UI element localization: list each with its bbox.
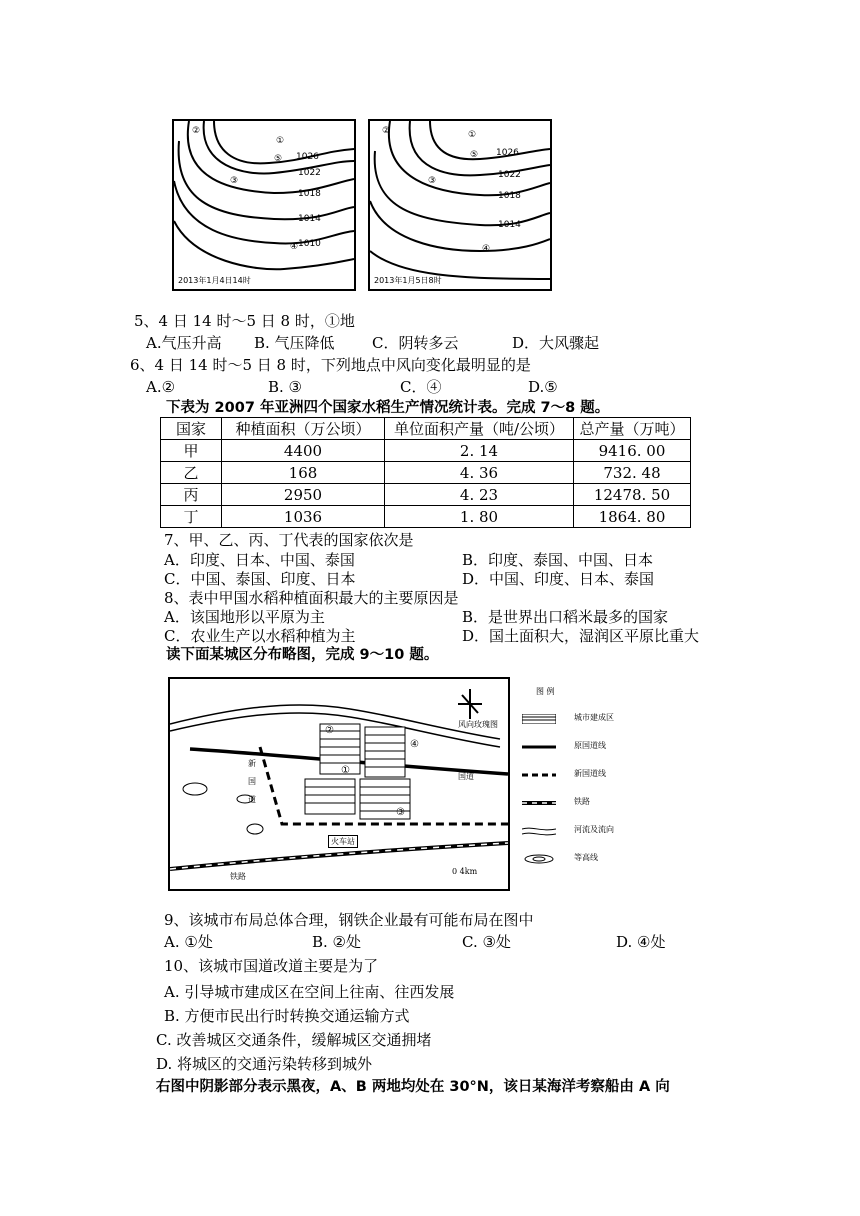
scale-label: 0 4km [452,867,478,876]
q6-option-d: D.⑤ [528,378,558,396]
city-map-legend [522,682,672,882]
q7-option-a: A．印度、日本、中国、泰国 [164,551,355,569]
svg-text:⑤: ⑤ [274,154,283,164]
city-map [168,677,510,891]
new-road-label: 新国道 [248,759,256,804]
intro-q7-8: 下表为 2007 年亚洲四个国家水稻生产情况统计表。完成 7～8 题。 [166,400,610,416]
table-cell: 9416. 00 [574,440,691,462]
q9-stem: 9、该城市布局总体合理，钢铁企业最有可能布局在图中 [164,911,534,929]
q7-option-d: D．中国、印度、日本、泰国 [462,570,655,588]
svg-text:1022: 1022 [498,170,521,180]
table-row [161,484,691,506]
intro-q11: 右图中阴影部分表示黑夜，A、B 两地均处在 30°N，该日某海洋考察船由 A 向 [156,1079,670,1095]
q6-option-a: A.② [146,378,176,396]
table-row [161,440,691,462]
svg-text:1026: 1026 [496,148,519,158]
zone-3: ③ [396,807,405,818]
q6-option-c: C．④ [400,378,442,396]
table-cell: 1036 [222,506,385,528]
legend-item-river: 河流及流向 [522,824,672,838]
legend-item-rail: 铁路 [574,797,590,806]
table-header-row [161,418,691,440]
legend-item-new-road: 新国道线 [574,769,606,778]
table-cell: 4. 23 [385,484,574,506]
table-cell: 2950 [222,484,385,506]
city-map-drawing [170,679,508,889]
q10-option-c: C. 改善城区交通条件，缓解城区交通拥堵 [156,1031,432,1049]
rail-label: 铁路 [230,872,246,881]
isobar-map-2-caption: 2013年1月5日8时 [374,276,442,285]
svg-text:④: ④ [290,242,299,252]
q9-option-a: A. ①处 [164,933,213,951]
svg-text:④: ④ [482,244,491,254]
svg-text:1022: 1022 [298,168,321,178]
q5-stem: 5、4 日 14 时～5 日 8 时，①地 [134,312,355,330]
svg-text:②: ② [382,126,391,136]
svg-text:1018: 1018 [298,189,321,199]
legend-item-old-road: 原国道线 [574,741,606,750]
q10-option-a: A. 引导城市建成区在空间上往南、往西发展 [164,983,455,1001]
station-label: 火车站 [328,835,358,848]
table-cell: 1. 80 [385,506,574,528]
svg-text:②: ② [192,126,201,136]
zone-2: ② [325,725,334,736]
q5-option-c: C．阴转多云 [372,334,459,352]
svg-text:③: ③ [230,176,239,186]
table-cell: 丙 [161,484,222,506]
q10-option-b: B. 方便市民出行时转换交通运输方式 [164,1007,410,1025]
table-cell: 732. 48 [574,462,691,484]
isobar-map-2 [368,119,552,291]
q9-option-b: B. ②处 [312,933,362,951]
table-cell: 168 [222,462,385,484]
table-cell: 4. 36 [385,462,574,484]
table-cell: 甲 [161,440,222,462]
table-header: 总产量（万吨） [574,418,691,440]
road-label: 国道 [458,772,474,781]
svg-text:1026: 1026 [296,152,319,162]
zone-4: ④ [410,739,419,750]
table-cell: 12478. 50 [574,484,691,506]
isobar-map-1-drawing [174,121,354,289]
q9-option-c: C. ③处 [462,933,511,951]
q5-option-d: D．大风骤起 [512,334,600,352]
q7-stem: 7、甲、乙、丙、丁代表的国家依次是 [164,531,414,549]
isobar-map-1 [172,119,356,291]
table-cell: 2. 14 [385,440,574,462]
legend-title: 图 例 [536,687,555,696]
svg-text:1010: 1010 [298,239,321,249]
svg-text:⑤: ⑤ [470,150,479,160]
svg-text:①: ① [468,130,477,140]
legend-item-contour: 等高线 [522,852,672,866]
wind-rose-label: 风向玫瑰图 [458,720,498,729]
rice-table [160,417,691,528]
q8-option-d: D．国土面积大，湿润区平原比重大 [462,627,700,645]
q9-option-d: D. ④处 [616,933,666,951]
intro-q9-10: 读下面某城区分布略图，完成 9～10 题。 [166,647,439,663]
q8-option-b: B．是世界出口稻米最多的国家 [462,608,669,626]
legend-item-built-up: 城市建成区 [522,712,672,726]
table-cell: 4400 [222,440,385,462]
q6-stem: 6、4 日 14 时～5 日 8 时，下列地点中风向变化最明显的是 [130,356,531,374]
zone-1: ① [341,765,350,776]
svg-text:①: ① [276,136,285,146]
svg-text:1014: 1014 [298,214,321,224]
svg-text:1018: 1018 [498,191,521,201]
q6-option-b: B. ③ [268,378,303,396]
table-header: 国家 [161,418,222,440]
q5-option-a: A.气压升高 [146,334,222,352]
table-header: 种植面积（万公顷） [222,418,385,440]
q8-option-a: A．该国地形以平原为主 [164,608,325,626]
q5-option-b: B. 气压降低 [254,334,335,352]
table-cell: 1864. 80 [574,506,691,528]
q8-option-c: C．农业生产以水稻种植为主 [164,627,356,645]
table-header: 单位面积产量（吨/公顷） [385,418,574,440]
svg-text:③: ③ [428,176,437,186]
q8-stem: 8、表中甲国水稻种植面积最大的主要原因是 [164,589,459,607]
q7-option-b: B．印度、泰国、中国、日本 [462,551,654,569]
q10-option-d: D. 将城区的交通污染转移到城外 [156,1055,373,1073]
isobar-map-2-drawing [370,121,550,289]
q7-option-c: C．中国、泰国、印度、日本 [164,570,356,588]
svg-text:1014: 1014 [498,220,521,230]
isobar-map-1-caption: 2013年1月4日14时 [178,276,251,285]
q10-stem: 10、该城市国道改道主要是为了 [164,957,379,975]
table-cell: 乙 [161,462,222,484]
table-row [161,506,691,528]
table-row [161,462,691,484]
table-cell: 丁 [161,506,222,528]
